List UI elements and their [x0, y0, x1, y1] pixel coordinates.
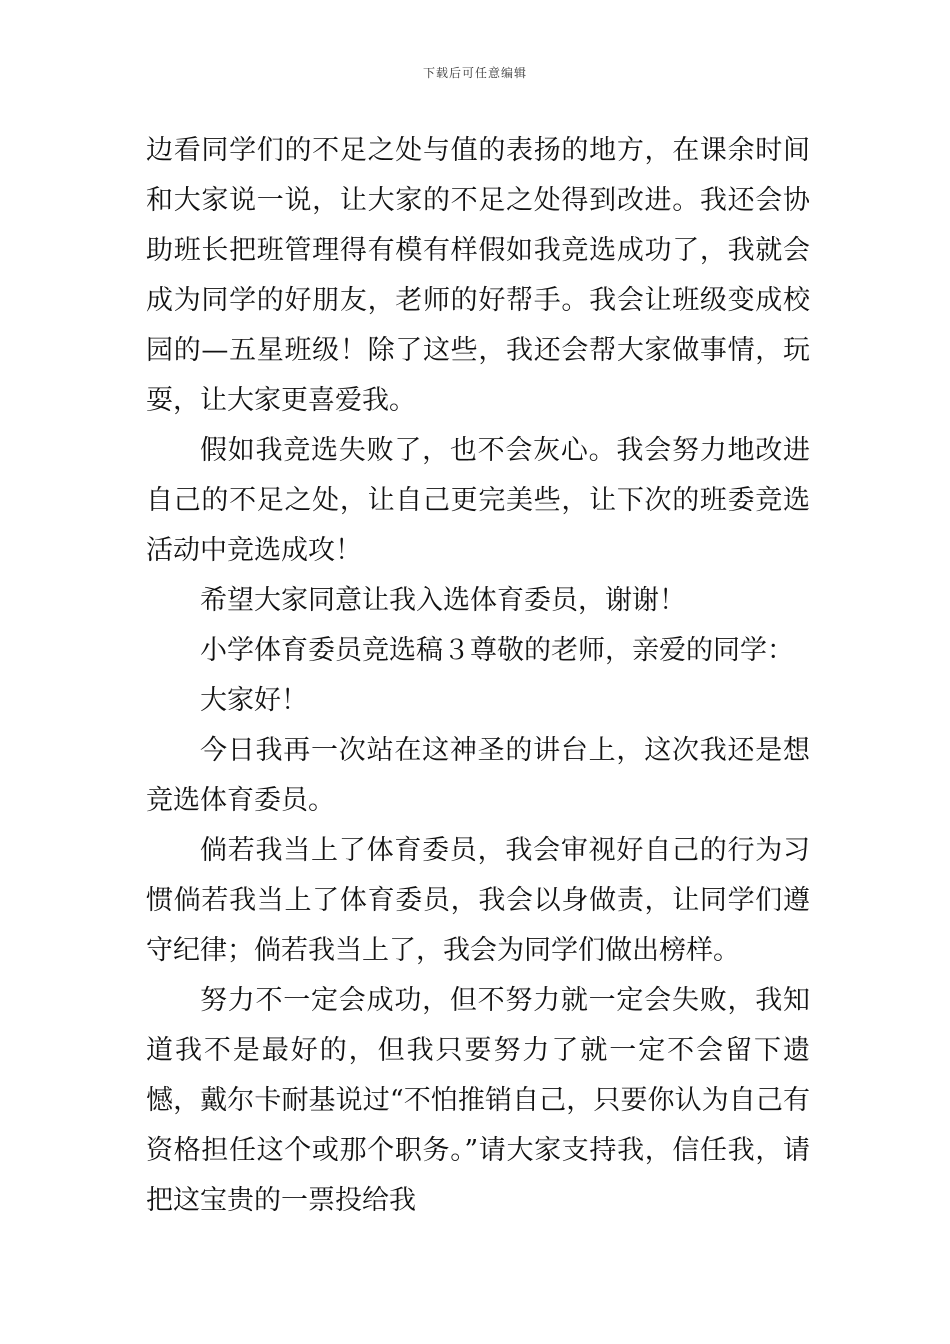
document-body — [146, 126, 810, 1226]
paragraph-4: 小学体育委员竞选稿３尊敬的老师，亲爱的同学： — [200, 635, 794, 666]
paragraph-2: 假如我竞选失败了，也不会灰心。我会努力地改进自己的不足之处，让自己更完美些，让下次的班委竞选活动中竞选成攻！ — [146, 435, 810, 566]
paragraph-8: 努力不一定会成功，但不努力就一定会失败，我知道我不是最好的，但我只要努力了就一定不会留下遗憾，戴尔卡耐基说过“不怕推销自己，只要你认为自己有资格担任这个或那个职务。”请大家支持我，信任我，请把这宝贵的一票投给我 — [146, 985, 810, 1216]
paragraph-3: 希望大家同意让我入选体育委员，谢谢！ — [200, 585, 686, 616]
paragraph-1: 边看同学们的不足之处与值的表扬的地方，在课余时间和大家说一说，让大家的不足之处得到改进。我还会协助班长把班管理得有模有样假如我竞选成功了，我就会成为同学的好朋友，老师的好帮手。我会让班级变成校园的—五星班级！除了这些，我还会帮大家做事情，玩耍，让大家更喜爱我。 — [146, 135, 810, 416]
page-header: 下载后可任意编辑 — [422, 66, 527, 80]
paragraph-6: 今日我再一次站在这神圣的讲台上，这次我还是想竞选体育委员。 — [146, 735, 810, 816]
paragraph-7: 倘若我当上了体育委员，我会审视好自己的行为习惯倘若我当上了体育委员，我会以身做责，让同学们遵守纪律；倘若我当上了，我会为同学们做出榜样。 — [146, 835, 810, 966]
paragraph-5: 大家好！ — [200, 685, 308, 716]
